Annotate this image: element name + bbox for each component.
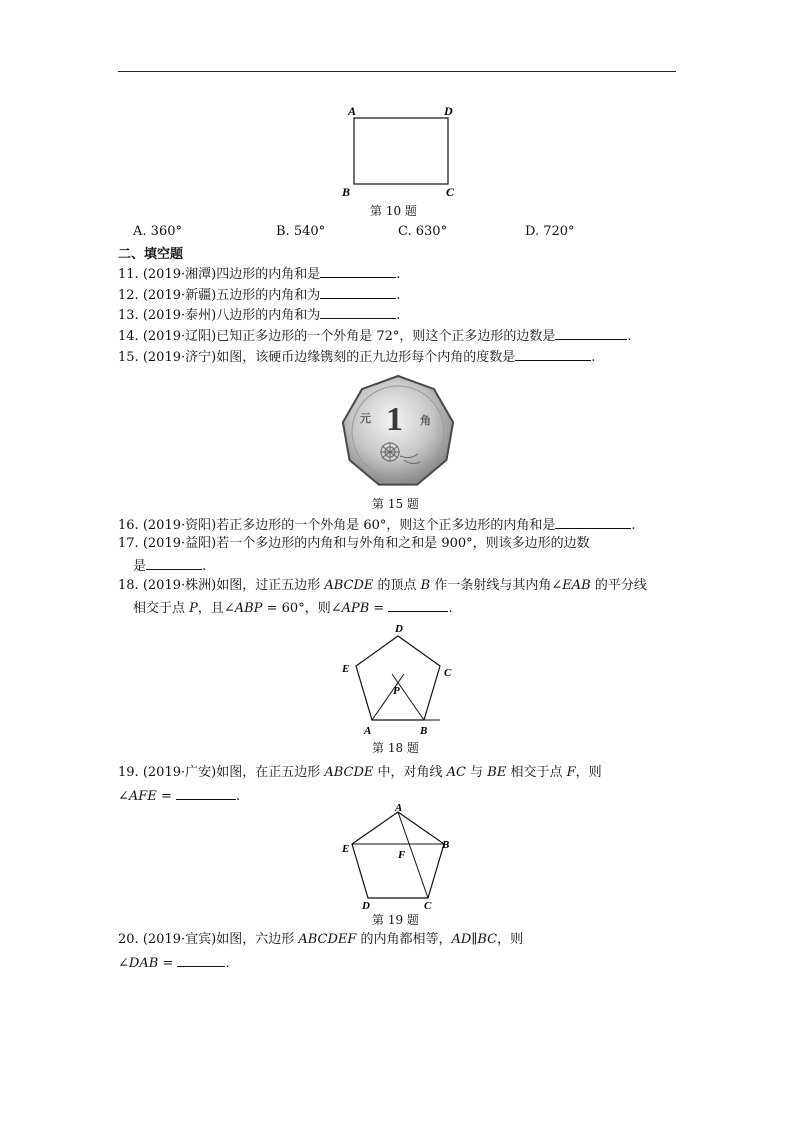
option-d: D. 720° bbox=[525, 224, 575, 239]
answer-blank[interactable] bbox=[555, 515, 631, 529]
question-14: 14. (2019·辽阳)已知正多边形的一个外角是 72°，则这个正多边形的边数是 . bbox=[118, 326, 632, 346]
question-11: 11. (2019·湘潭)四边形的内角和是 . bbox=[118, 264, 400, 284]
svg-text:E: E bbox=[342, 663, 350, 675]
option-b: B. 540° bbox=[276, 224, 326, 239]
question-18: 18. (2019·株洲)如图，过正五边形 ABCDE 的顶点 B 作一条射线与其内角∠EAB 的平分线 bbox=[118, 578, 647, 593]
answer-blank[interactable] bbox=[176, 786, 236, 800]
figure-18-pentagon bbox=[336, 622, 460, 738]
question-19: 19. (2019·广安)如图，在正五边形 ABCDE 中，对角线 AC 与 BE 相交于点 F，则 bbox=[118, 765, 602, 780]
answer-blank[interactable] bbox=[388, 598, 448, 612]
question-20: 20. (2019·宜宾)如图，六边形 ABCDEF 的内角都相等，AD∥BC，则 bbox=[118, 932, 524, 947]
figure-18-caption: 第 18 题 bbox=[372, 741, 419, 755]
svg-text:P: P bbox=[393, 685, 400, 697]
question-17-line-2: 是 . bbox=[133, 556, 206, 576]
answer-blank[interactable] bbox=[146, 556, 202, 570]
header-rule bbox=[118, 71, 676, 72]
coin-numeral: 1 bbox=[386, 401, 403, 438]
question-15: 15. (2019·济宁)如图，该硬币边缘镌刻的正九边形每个内角的度数是 . bbox=[118, 347, 595, 367]
svg-text:E: E bbox=[342, 843, 350, 855]
figure-15-caption: 第 15 题 bbox=[372, 497, 419, 511]
coin-glyph-right: 角 bbox=[420, 415, 431, 427]
figure-10-caption: 第 10 题 bbox=[370, 204, 417, 218]
question-18-line-2: 相交于点 P，且∠ABP = 60°，则∠APB = . bbox=[133, 598, 453, 618]
svg-text:C: C bbox=[424, 900, 432, 912]
label-d: D bbox=[444, 104, 453, 118]
figure-10-rectangle bbox=[330, 100, 470, 200]
label-c: C bbox=[446, 185, 455, 199]
svg-text:B: B bbox=[420, 725, 428, 737]
answer-blank[interactable] bbox=[320, 285, 396, 299]
answer-blank[interactable] bbox=[555, 326, 627, 340]
question-20-line-2: ∠DAB = . bbox=[118, 953, 230, 973]
label-b: B bbox=[342, 185, 351, 199]
svg-text:D: D bbox=[362, 900, 370, 912]
question-12: 12. (2019·新疆)五边形的内角和为 . bbox=[118, 285, 400, 305]
figure-15-coin bbox=[338, 374, 458, 490]
question-19-line-2: ∠AFE = . bbox=[118, 786, 240, 806]
answer-blank[interactable] bbox=[515, 347, 591, 361]
section-title: 二、填空题 bbox=[118, 247, 184, 262]
label-a: A bbox=[348, 104, 357, 118]
option-c: C. 630° bbox=[398, 224, 448, 239]
coin-glyph-left: 元 bbox=[360, 413, 371, 425]
answer-blank[interactable] bbox=[320, 264, 396, 278]
question-13: 13. (2019·泰州)八边形的内角和为 . bbox=[118, 305, 400, 325]
svg-text:A: A bbox=[364, 725, 372, 737]
question-17: 17. (2019·益阳)若一个多边形的内角和与外角和之和是 900°，则该多边形的边数 bbox=[118, 536, 590, 551]
answer-blank[interactable] bbox=[320, 305, 396, 319]
svg-text:F: F bbox=[398, 849, 406, 861]
option-a: A. 360° bbox=[133, 224, 182, 239]
answer-blank[interactable] bbox=[177, 953, 225, 967]
svg-text:C: C bbox=[444, 667, 452, 679]
question-16: 16. (2019·资阳)若正多边形的一个外角是 60°，则这个正多边形的内角和是 . bbox=[118, 515, 636, 535]
figure-19-caption: 第 19 题 bbox=[372, 913, 419, 927]
svg-text:B: B bbox=[442, 839, 450, 851]
svg-text:A: A bbox=[395, 802, 403, 814]
svg-text:D: D bbox=[395, 623, 403, 635]
figure-19-pentagon bbox=[334, 802, 464, 914]
